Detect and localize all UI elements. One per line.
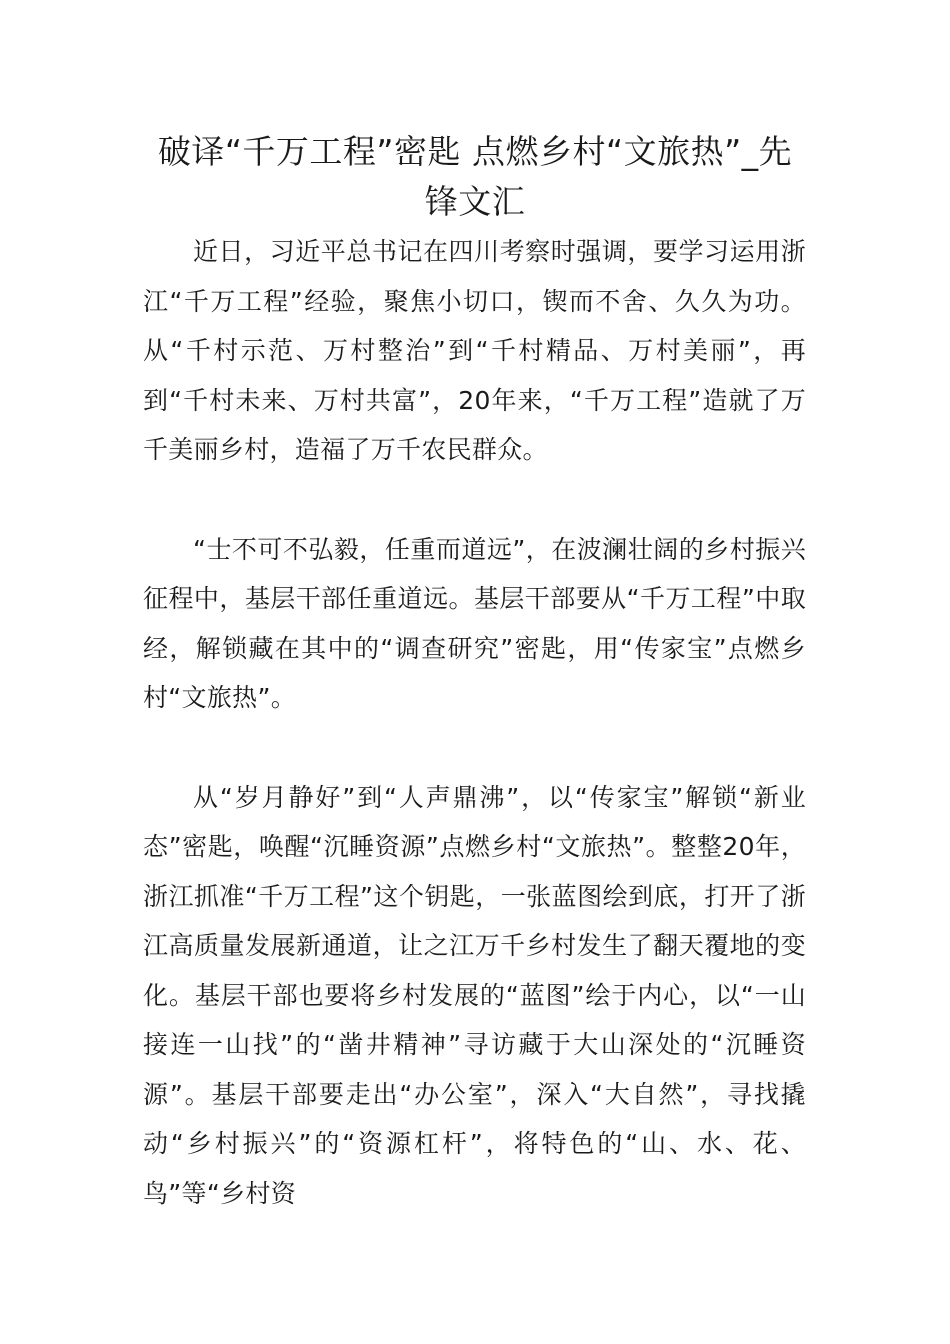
document-body: [143, 227, 806, 1218]
paragraph-1: 近日，习近平总书记在四川考察时强调，要学习运用浙江“千万工程”经验，聚焦小切口，锲而不舍、久久为功。从“千村示范、万村整治”到“千村精品、万村美丽”，再到“千村未来、万村共富”，20年来，“千万工程”造就了万千美丽乡村，造福了万千农民群众。: [143, 237, 806, 464]
paragraph-3: 从“岁月静好”到“人声鼎沸”，以“传家宝”解锁“新业态”密匙，唤醒“沉睡资源”点燃乡村“文旅热”。整整20年，浙江抓准“千万工程”这个钥匙，一张蓝图绘到底，打开了浙江高质量发展新通道，让之江万千乡村发生了翻天覆地的变化。基层干部也要将乡村发展的“蓝图”绘于内心，以“一山接连一山找”的“凿井精神”寻访藏于大山深处的“沉睡资源”。基层干部要走出“办公室”，深入“大自然”，寻找撬动“乡村振兴”的“资源杠杆”，将特色的“山、水、花、鸟”等“乡村资: [143, 782, 806, 1208]
paragraph-2: “士不可不弘毅，任重而道远”，在波澜壮阔的乡村振兴征程中，基层干部任重道远。基层干部要从“千万工程”中取经，解锁藏在其中的“调查研究”密匙，用“传家宝”点燃乡村“文旅热”。: [143, 534, 806, 712]
document-title: 破译“千万工程”密匙 点燃乡村“文旅热”_先锋文汇: [157, 132, 793, 221]
paragraph-spacer: [143, 475, 806, 525]
paragraph-spacer: [143, 723, 806, 773]
